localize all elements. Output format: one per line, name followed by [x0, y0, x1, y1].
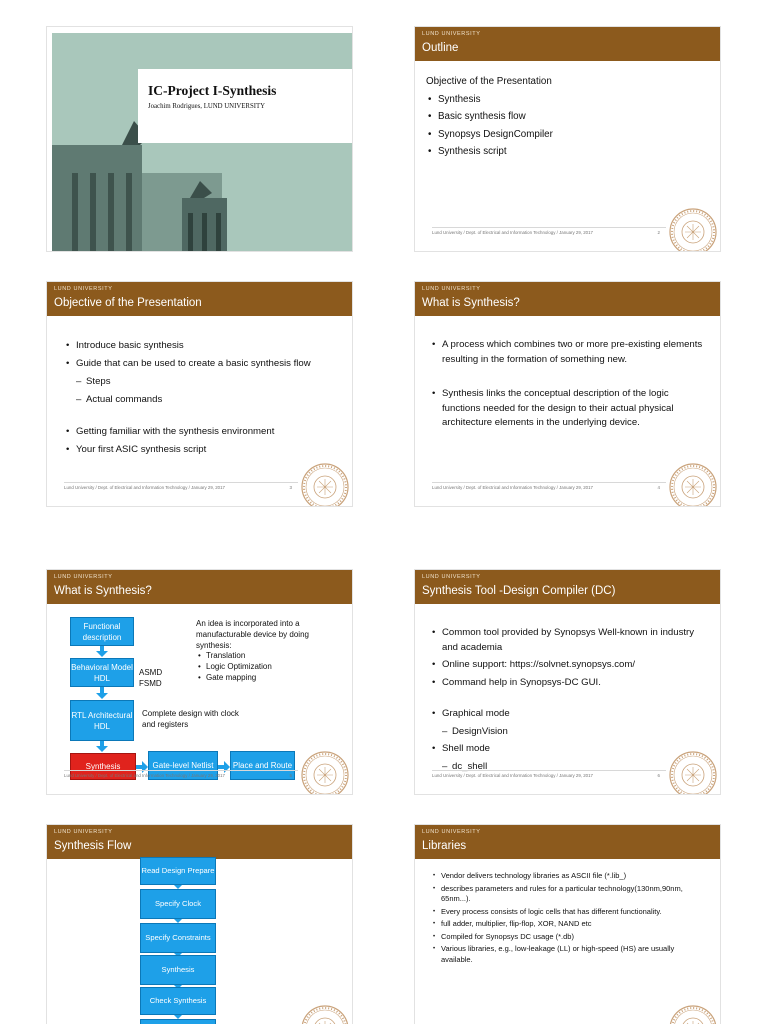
page-number: 3: [289, 485, 292, 490]
bullet: • Every process consists of logic cells that has different functionality.: [431, 907, 701, 918]
idea-step: • Gate mapping: [196, 673, 346, 684]
slide-footer: [64, 482, 298, 490]
outline-item: • Synthesis script: [426, 143, 696, 161]
bullet: • Various libraries, e.g., low-leakage (LL) or high-speed (HS) are usually available.: [431, 944, 701, 965]
university-tag: LUND UNIVERSITY: [54, 286, 113, 292]
presentation-title: IC-Project I-Synthesis: [148, 83, 277, 98]
sub-bullet: – DesignVision: [430, 725, 705, 740]
university-seal-icon: [300, 750, 350, 794]
footer-text: Lund University / Dept. of Electrical and Information Technology / January 29, 2017: [432, 485, 593, 490]
slide-title: Objective of the Presentation: [54, 297, 202, 309]
university-seal-icon: [668, 750, 718, 794]
flow-step-specify-constraints: Specify Constraints: [140, 923, 216, 953]
bullet: • Shell mode: [430, 742, 705, 757]
university-tag: LUND UNIVERSITY: [422, 574, 481, 580]
outline-item: • Basic synthesis flow: [426, 108, 696, 126]
idea-step: • Logic Optimization: [196, 662, 346, 673]
bullet: • Vendor delivers technology libraries as ASCII file (*.lib_): [431, 871, 701, 882]
slide-title: Outline: [422, 42, 459, 54]
slide-footer: [432, 227, 666, 235]
bullet: • Getting familiar with the synthesis environment: [64, 424, 334, 439]
slide-7[interactable]: [47, 825, 352, 1024]
slide-header: [47, 282, 352, 316]
university-seal-icon: [300, 462, 350, 506]
slide-header: [415, 825, 720, 859]
footer-text: Lund University / Dept. of Electrical and Information Technology / January 29, 2017: [64, 485, 225, 490]
sub-bullet: – dc_shell: [430, 760, 705, 775]
slide-title: What is Synthesis?: [422, 297, 520, 309]
bullet: • Compiled for Synopsys DC usage (*.db): [431, 932, 701, 943]
bullet: • Common tool provided by Synopsys Well-known in industry and academia: [430, 626, 705, 655]
slide-header: [415, 570, 720, 604]
slide-title: Synthesis Tool -Design Compiler (DC): [422, 585, 616, 597]
idea-text: [196, 619, 346, 684]
flow-step-specify-clock: Specify Clock: [140, 889, 216, 919]
complete-design-text: Complete design with clock and registers: [142, 709, 239, 729]
slide-title: Libraries: [422, 840, 467, 852]
bullet: • Your first ASIC synthesis script: [64, 442, 334, 457]
bullet: • Synthesis links the conceptual description of the logic functions needed for the design to their actual physical architecture elements in the underlying device.: [430, 387, 705, 431]
gate-level-netlist-box: Gate-level Netlist: [148, 751, 218, 780]
sub-bullet: – Actual commands: [64, 392, 334, 407]
university-tag: LUND UNIVERSITY: [422, 286, 481, 292]
slide-title: Synthesis Flow: [54, 840, 132, 852]
university-tag: LUND UNIVERSITY: [54, 829, 113, 835]
behavioral-model-box: Behavioral Model HDL: [70, 658, 134, 687]
university-seal-icon: [668, 1004, 718, 1024]
idea-description: An idea is incorporated into a manufacturable device by doing synthesis:: [196, 619, 309, 650]
slide-footer: [64, 770, 298, 778]
flow-step-next: [140, 1019, 216, 1024]
university-seal-icon: [668, 462, 718, 506]
outline-item: • Synthesis: [426, 91, 696, 109]
outline-item: • Synopsys DesignCompiler: [426, 126, 696, 144]
flow-step-synthesis: Synthesis: [140, 955, 216, 985]
flow-step-check-synthesis: Check Synthesis: [140, 987, 216, 1015]
bullet: • describes parameters and rules for a particular technology(130nm,90nm, 65nm...).: [431, 884, 701, 905]
slide-title: What is Synthesis?: [54, 585, 152, 597]
footer-text: Lund University / Dept. of Electrical and Information Technology / January 29, 2017: [64, 773, 225, 778]
outline-intro: Objective of the Presentation: [426, 76, 552, 87]
slide-5[interactable]: [47, 570, 352, 794]
slide-header: [415, 27, 720, 61]
footer-text: Lund University / Dept. of Electrical and Information Technology / January 29, 2017: [432, 773, 593, 778]
university-tag: LUND UNIVERSITY: [422, 31, 481, 37]
slide-8[interactable]: [415, 825, 720, 1024]
slide-body: [430, 626, 705, 774]
page-number: 5: [289, 773, 292, 778]
bullet: • Command help in Synopsys-DC GUI.: [430, 676, 705, 691]
slide-body: [431, 871, 701, 967]
place-and-route-box: Place and Route: [230, 751, 295, 780]
fsmd-label: FSMD: [139, 679, 162, 688]
flow-step-read-design: Read Design Prepare: [140, 857, 216, 885]
bullet: • A process which combines two or more pre-existing elements resulting in the formation of something new.: [430, 338, 705, 367]
slide-1[interactable]: [47, 27, 352, 251]
slide-body: [64, 338, 334, 457]
idea-step: • Translation: [196, 651, 346, 662]
synthesis-box: Synthesis: [70, 753, 136, 780]
page-number: 4: [657, 485, 660, 490]
slide-4[interactable]: [415, 282, 720, 506]
footer-text: Lund University / Dept. of Electrical and Information Technology / January 29, 2017: [432, 230, 593, 235]
slide-body: [426, 73, 696, 161]
title-card: [138, 69, 352, 143]
bullet: • full adder, multiplier, flip-flop, XOR, NAND etc: [431, 919, 701, 930]
bullet: • Graphical mode: [430, 707, 705, 722]
slide-body: [430, 338, 705, 431]
slide-footer: [432, 482, 666, 490]
slide-header: [415, 282, 720, 316]
page-number: 6: [657, 773, 660, 778]
page-number: 2: [657, 230, 660, 235]
university-seal-icon: [300, 1004, 350, 1024]
functional-description-box: Functional description: [70, 617, 134, 646]
bullet: • Guide that can be used to create a basic synthesis flow: [64, 356, 334, 371]
sub-bullet: – Steps: [64, 374, 334, 389]
bullet: • Introduce basic synthesis: [64, 338, 334, 353]
slide-footer: [432, 770, 666, 778]
presentation-author: Joachim Rodrigues, LUND UNIVERSITY: [148, 103, 266, 110]
asmd-label: ASMD: [139, 668, 163, 677]
university-seal-icon: [668, 207, 718, 251]
slide-2[interactable]: [415, 27, 720, 251]
university-tag: LUND UNIVERSITY: [54, 574, 113, 580]
slide-3[interactable]: [47, 282, 352, 506]
bullet: • Online support: https://solvnet.synopsys.com/: [430, 658, 705, 673]
rtl-architectural-box: RTL Architectural HDL: [70, 700, 134, 741]
university-tag: LUND UNIVERSITY: [422, 829, 481, 835]
slide-6[interactable]: [415, 570, 720, 794]
